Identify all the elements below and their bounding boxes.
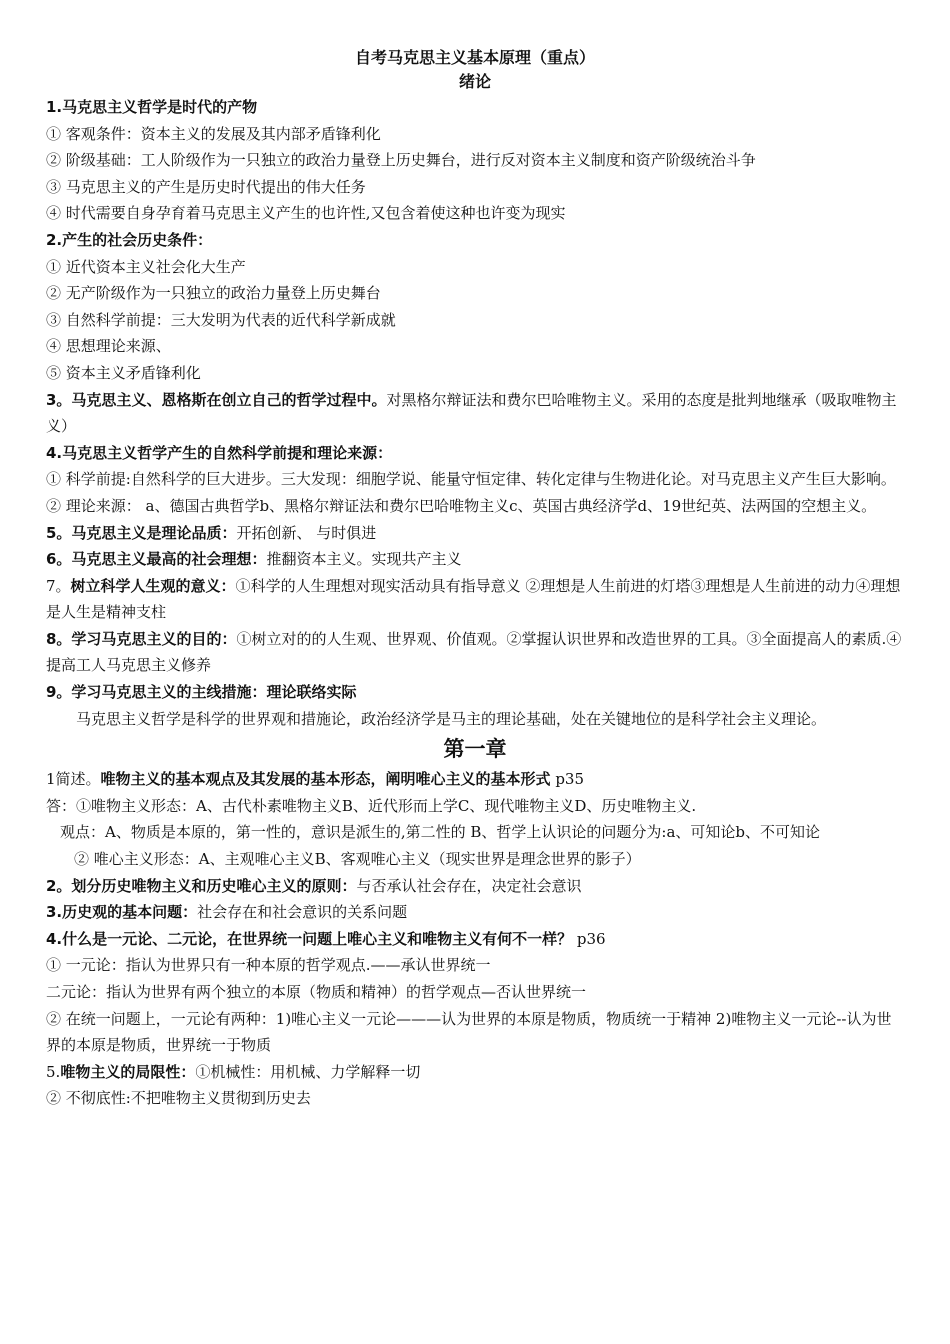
question-label: 3。马克思主义、恩格斯在创立自己的哲学过程中。 <box>46 390 387 409</box>
question-paragraph <box>46 520 904 547</box>
question-paragraph <box>46 1059 904 1086</box>
answer-line: 答：①唯物主义形态：A、古代朴素唯物主义B、近代形而上学C、现代唯物主义D、历史唯物主义. <box>46 796 697 815</box>
question-number: 1简述。 <box>46 770 101 789</box>
answer-line: ② 在统一问题上，一元论有两种：1)唯心主义一元论———认为世界的本原是物质，物质统一于精神 2)唯物主义一元论--认为世界的本原是物质，世界统一于物质 <box>46 1009 892 1055</box>
question-paragraph <box>46 573 904 626</box>
answer-text: 社会存在和社会意识的关系问题 <box>197 903 408 922</box>
question-paragraph <box>46 873 904 900</box>
question-label: 树立科学人生观的意义： <box>70 576 236 595</box>
document-page <box>46 46 904 1112</box>
answer-text: ①树立对的的人生观、世界观、价值观。②掌握认识世界和改造世界的工具。③全面提高人的素质.④ 提高工人马克思主义修养 <box>46 629 902 675</box>
question-label: 唯物主义的基本观点及其发展的基本形态，阐明唯心主义的基本形式 <box>100 770 551 789</box>
chapter-heading: 第一章 <box>443 737 507 762</box>
answer-text: ①科学的人生理想对现实活动具有指导意义 ②理想是人生前进的灯塔③理想是人生前进的动力④理想是人生是精神支柱 <box>46 576 901 622</box>
answer-line: ② 无产阶级作为一只独立的政治力量登上历史舞台 <box>46 284 381 303</box>
question-paragraph <box>46 899 904 926</box>
page-reference: p36 <box>572 929 606 948</box>
summary-paragraph: 马克思主义哲学是科学的世界观和措施论，政治经济学是马主的理论基础，处在关键地位的是科学社会主义理论。 <box>76 709 827 728</box>
question-paragraph <box>46 766 904 793</box>
question-label: 8。学习马克思主义的目的： <box>46 629 237 648</box>
question-heading: 4.马克思主义哲学产生的自然科学前提和理论来源： <box>46 443 393 462</box>
answer-line: 二元论：指认为世界有两个独立的本原（物质和精神）的哲学观点—否认世界统一 <box>46 983 587 1001</box>
question-label: 4.什么是一元论、二元论，在世界统一问题上唯心主义和唯物主义有何不一样？ <box>46 929 573 948</box>
answer-line: ④ 时代需要自身孕育着马克思主义产生的也许性,又包含着使这种也许变为现实 <box>46 204 566 223</box>
answer-line: 观点：A、物质是本原的，第一性的，意识是派生的,第二性的 B、哲学上认识论的问题分为:a、可知论b、不可知论 <box>60 823 820 842</box>
answer-text: 推翻资本主义。实现共产主义 <box>266 550 462 569</box>
answer-text: ①机械性：用机械、力学解释一切 <box>195 1062 421 1081</box>
page-reference: p35 <box>550 770 585 789</box>
question-label: 6。马克思主义最高的社会理想： <box>46 550 267 569</box>
question-label: 5。马克思主义是理论品质： <box>46 523 237 542</box>
answer-line: ① 近代资本主义社会化大生产 <box>46 257 246 276</box>
question-label: 3.历史观的基本问题： <box>46 903 198 922</box>
answer-text: 开拓创新、 与时俱进 <box>236 523 377 542</box>
question-number: 7。 <box>46 576 71 595</box>
question-paragraph <box>46 546 904 573</box>
document-title: 自考马克思主义基本原理（重点） <box>354 48 595 67</box>
answer-text: 对黑格尔辩证法和费尔巴哈唯物主义。采用的态度是批判地继承（吸取唯物主义） <box>46 390 897 436</box>
question-label: 2。划分历史唯物主义和历史唯心主义的原则： <box>46 876 357 895</box>
answer-line: ② 不彻底性:不把唯物主义贯彻到历史去 <box>46 1089 311 1108</box>
section-heading-intro: 绪论 <box>458 72 491 91</box>
question-heading: 9。学习马克思主义的主线措施：理论联络实际 <box>46 683 357 702</box>
question-paragraph <box>46 626 904 679</box>
answer-line: ① 科学前提:自然科学的巨大进步。三大发现：细胞学说、能量守恒定律、转化定律与生物进化论。对马克思主义产生巨大影响。 <box>46 470 896 489</box>
answer-line: ② 阶级基础：工人阶级作为一只独立的政治力量登上历史舞台，进行反对资本主义制度和资产阶级统治斗争 <box>46 151 756 170</box>
question-heading: 2.产生的社会历史条件： <box>46 230 213 249</box>
question-heading: 1.马克思主义哲学是时代的产物 <box>46 98 258 116</box>
answer-line: ① 一元论：指认为世界只有一种本原的哲学观点.——承认世界统一 <box>46 956 491 975</box>
answer-line: ③ 自然科学前提：三大发明为代表的近代科学新成就 <box>46 310 396 329</box>
answer-line: ② 唯心主义形态：A、主观唯心主义B、客观唯心主义（现实世界是理念世界的影子） <box>74 850 641 869</box>
answer-line: ① 客观条件：资本主义的发展及其内部矛盾锋利化 <box>46 124 381 143</box>
answer-line: ③ 马克思主义的产生是历史时代提出的伟大任务 <box>46 177 366 196</box>
question-label: 唯物主义的局限性： <box>60 1062 196 1081</box>
question-paragraph <box>46 926 904 953</box>
answer-line: ⑤ 资本主义矛盾锋利化 <box>46 363 201 382</box>
question-number: 5. <box>46 1062 61 1081</box>
answer-line: ④ 思想理论来源、 <box>46 337 171 356</box>
answer-line: ② 理论来源： a、德国古典哲学b、黑格尔辩证法和费尔巴哈唯物主义c、英国古典经济学d、19世纪英、法两国的空想主义。 <box>46 496 877 515</box>
answer-text: 与否承认社会存在，决定社会意识 <box>356 876 582 895</box>
question-paragraph <box>46 387 904 440</box>
